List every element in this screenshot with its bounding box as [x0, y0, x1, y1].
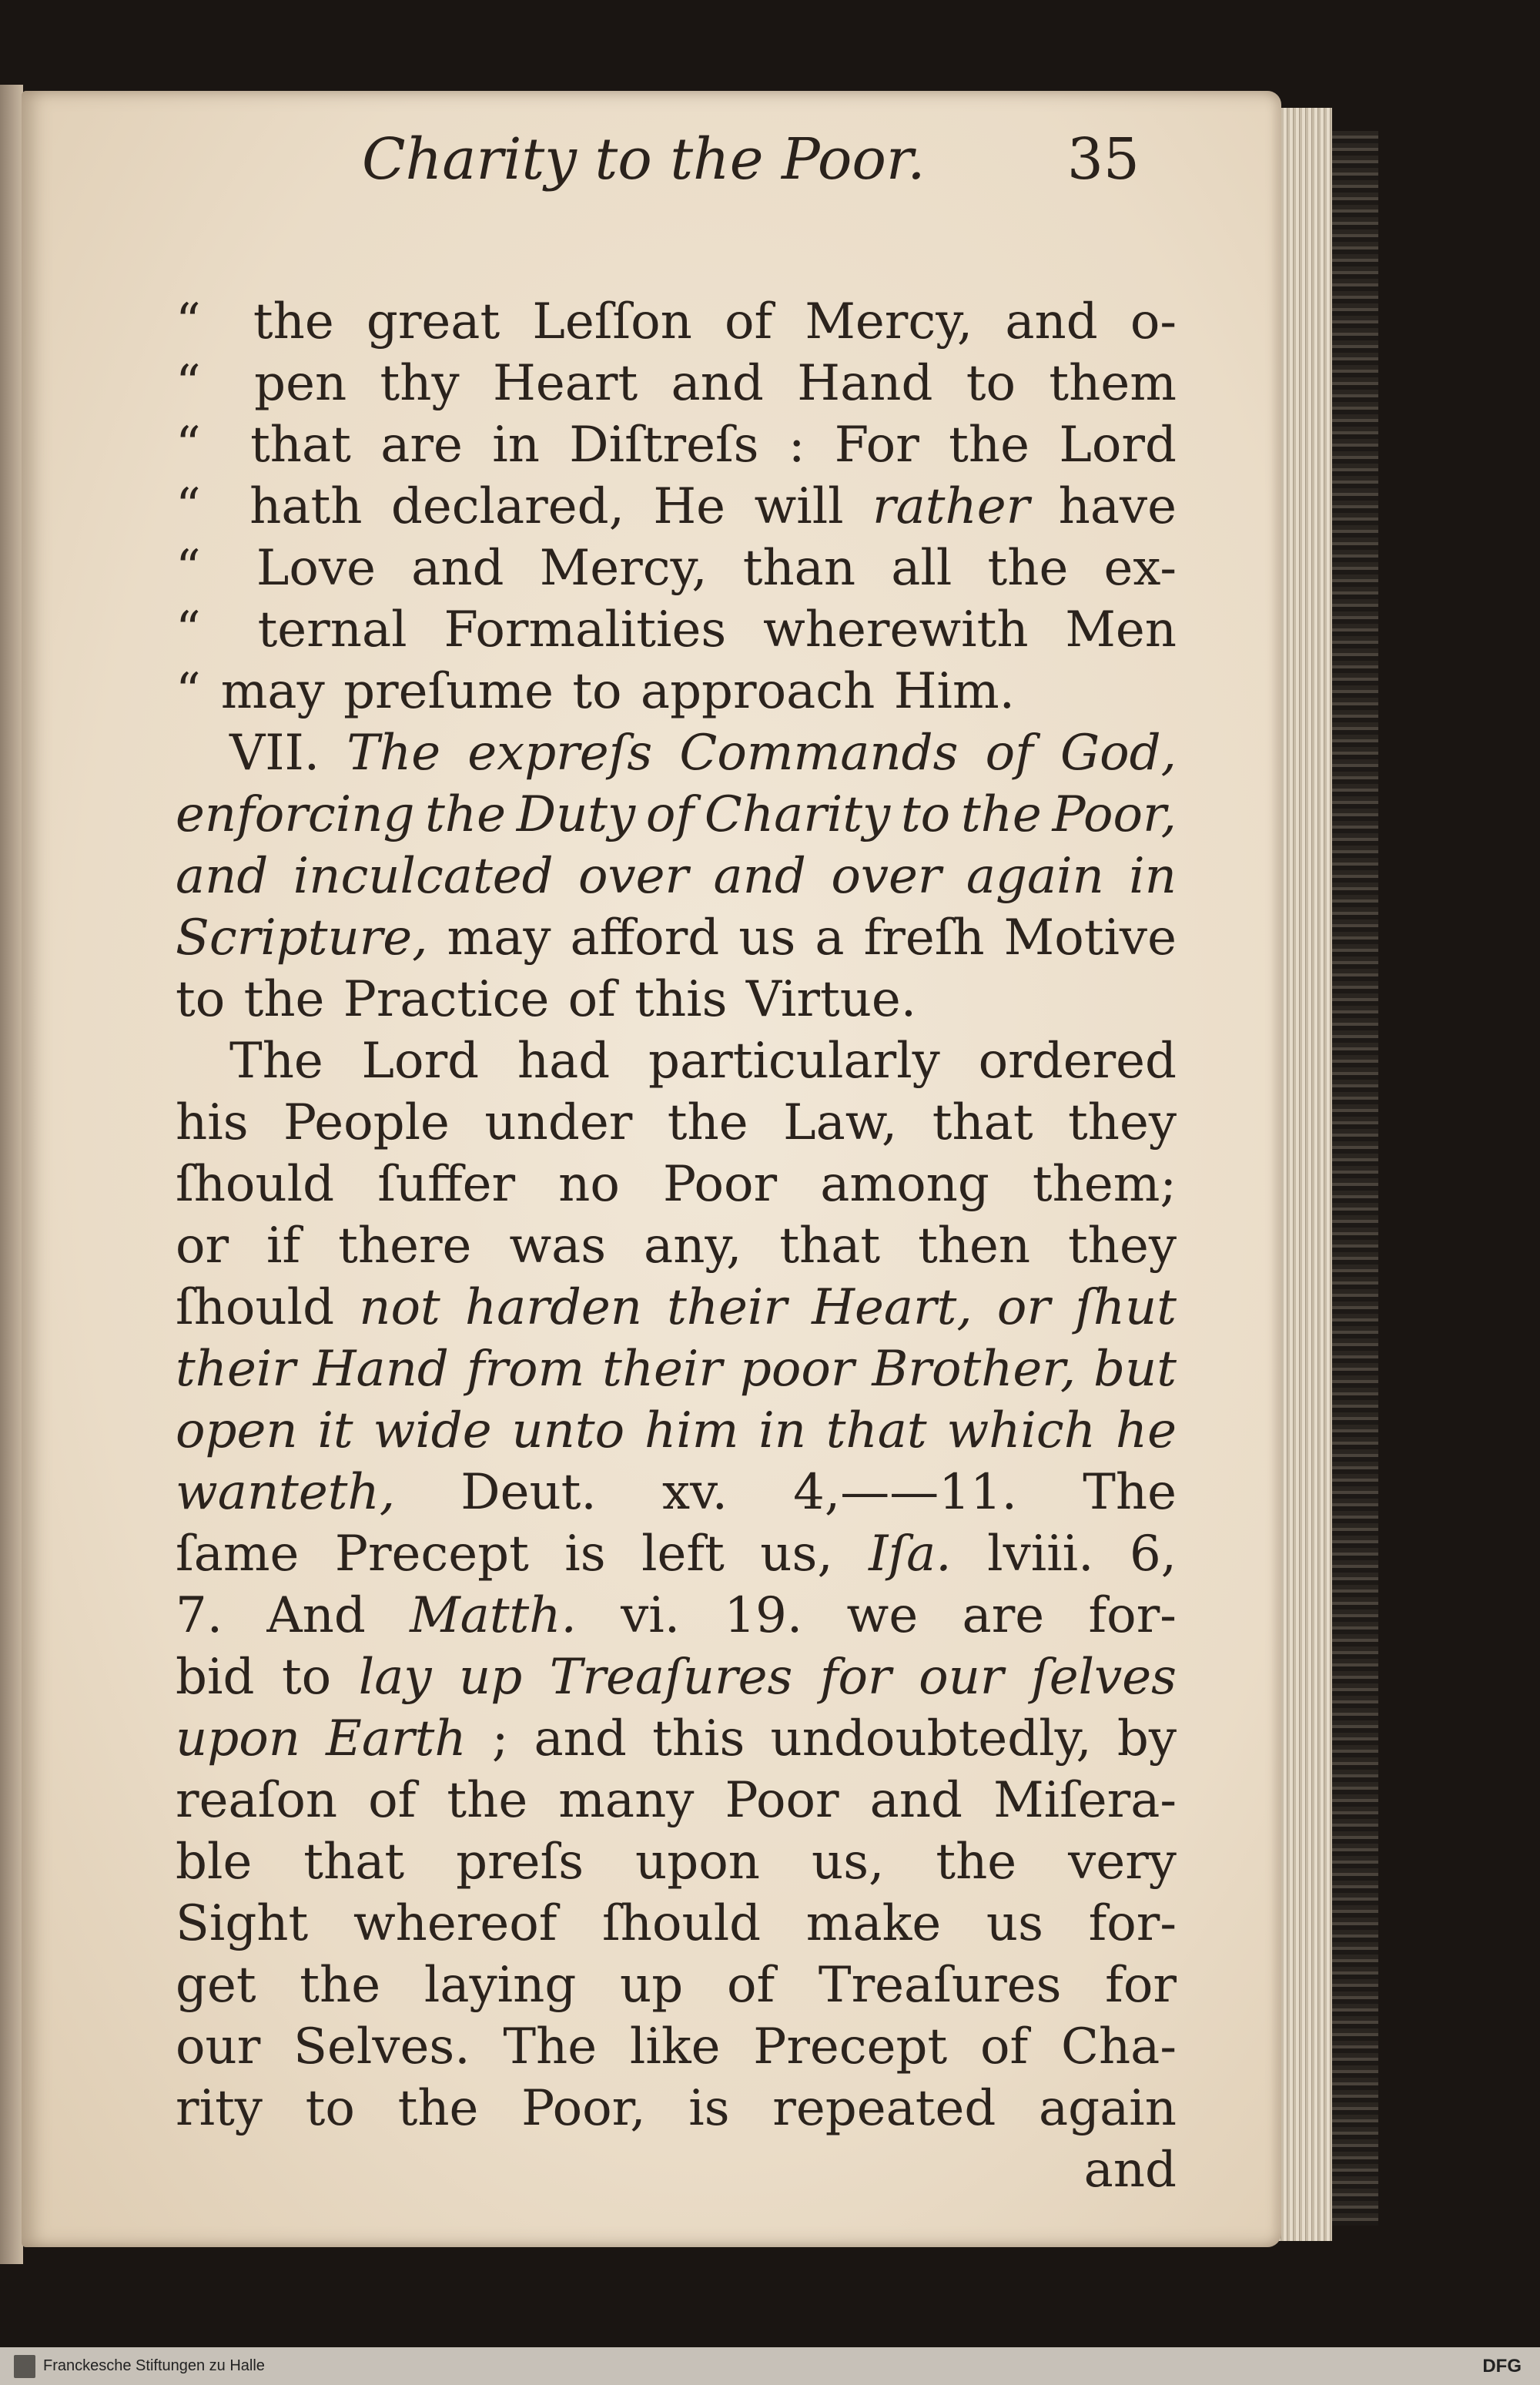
word: of [979, 2018, 1029, 2075]
text-line [176, 1338, 1177, 1400]
word: Charity [704, 786, 891, 843]
word: the [960, 786, 1042, 843]
word: or [996, 1279, 1050, 1336]
word: Treaſures [818, 1957, 1062, 2014]
word: ; [491, 1710, 509, 1767]
word: his [176, 1094, 249, 1151]
word: open [176, 1402, 298, 1459]
word: 19. [724, 1587, 803, 1644]
word: for [1105, 1957, 1177, 2014]
word: God, [1060, 725, 1177, 782]
word: in [758, 1402, 806, 1459]
text-segment: to the Practice of this Virtue. [176, 971, 917, 1028]
word: upon [635, 1834, 760, 1891]
word: Law, [783, 1094, 898, 1151]
word: unto [511, 1402, 625, 1459]
word: of [368, 1772, 417, 1829]
text-line [176, 538, 1177, 599]
footer-institution: Franckesche Stiftungen zu Halle [43, 2357, 265, 2374]
word: Leſſon [532, 293, 692, 350]
word: preſs [456, 1834, 584, 1891]
text-line [176, 353, 1177, 414]
word: by [1116, 1710, 1177, 1767]
text-line [176, 414, 1177, 476]
word: Iſa. [869, 1526, 952, 1583]
word: Commands [679, 725, 959, 782]
word: And [266, 1587, 366, 1644]
word: upon [176, 1710, 300, 1767]
word: Poor [663, 1156, 778, 1213]
word: 4,——11. [793, 1464, 1017, 1521]
word: ſhould [176, 1156, 335, 1213]
word: is [688, 2080, 730, 2137]
word: afford [570, 909, 720, 966]
word: Duty [516, 786, 636, 843]
word: and [1005, 293, 1098, 350]
word: Love [256, 540, 376, 597]
text-line [176, 1277, 1177, 1338]
word: in [492, 417, 540, 474]
word: ſame [176, 1526, 300, 1583]
body-text [176, 291, 1177, 2201]
word: for- [1088, 1587, 1177, 1644]
quote-mark: “ [176, 355, 201, 412]
quote-mark: “ [176, 601, 201, 658]
word: He [653, 478, 726, 535]
word: ternal [257, 601, 407, 658]
word: the [667, 1094, 748, 1151]
word: ſuffer [377, 1156, 516, 1213]
word: under [484, 1094, 633, 1151]
word: VII. [229, 725, 320, 782]
word: Precept [334, 1526, 529, 1583]
word: for [819, 1649, 892, 1706]
word: Diſtreſs [569, 417, 759, 474]
word: Mercy, [805, 293, 973, 350]
word: up [620, 1957, 684, 2014]
word: then [918, 1218, 1031, 1275]
word: again [1039, 2080, 1177, 2137]
text-line [176, 599, 1177, 661]
word: thy [380, 355, 460, 412]
word: Deut. [460, 1464, 597, 1521]
word: left [641, 1526, 725, 1583]
word: ſelves [1031, 1649, 1177, 1706]
text-line [176, 722, 1177, 784]
word: of [726, 1957, 775, 2014]
word: to [281, 1649, 332, 1706]
text-line [176, 1831, 1177, 1893]
word: if [266, 1218, 301, 1275]
word: in [1129, 848, 1177, 905]
word: than [742, 540, 856, 597]
word: a [815, 909, 845, 966]
text-line [176, 2078, 1177, 2139]
word: wide [373, 1402, 492, 1459]
text-line [176, 907, 1177, 969]
word: that [932, 1094, 1033, 1151]
text-line [176, 2016, 1177, 2078]
word: People [283, 1094, 450, 1151]
word: Lord [1059, 417, 1177, 474]
word: Hand [797, 355, 933, 412]
quote-mark: “ [176, 663, 201, 720]
word: Heart [493, 355, 638, 412]
word: Selves. [293, 2018, 470, 2075]
word: the [253, 293, 334, 350]
word: and [176, 848, 269, 905]
word: our [176, 2018, 261, 2075]
word: and [713, 848, 806, 905]
word: Heart, [812, 1279, 973, 1336]
text-line [176, 1092, 1177, 1154]
word: rather [872, 478, 1030, 535]
footer-bar [0, 2347, 1540, 2385]
word: any, [644, 1218, 742, 1275]
word: from [466, 1341, 585, 1398]
page-header [339, 116, 1155, 200]
word: our [919, 1649, 1004, 1706]
word: over [578, 848, 689, 905]
word: 7. [176, 1587, 223, 1644]
word: us, [760, 1526, 833, 1583]
word: not [359, 1279, 440, 1336]
text-line [176, 1708, 1177, 1770]
word: xv. [661, 1464, 728, 1521]
word: Scripture, [176, 909, 428, 966]
word: Mercy, [539, 540, 708, 597]
word: was [509, 1218, 607, 1275]
page-number: 35 [1066, 126, 1140, 193]
text-line [176, 1215, 1177, 1277]
word: The [503, 2018, 598, 2075]
quote-mark: “ [176, 417, 201, 474]
word: up [459, 1649, 523, 1706]
text-line [176, 1646, 1177, 1708]
word: undoubtedly, [770, 1710, 1092, 1767]
word: the [447, 1772, 528, 1829]
word: their [176, 1341, 296, 1398]
word: the [425, 786, 506, 843]
word: declared, [390, 478, 624, 535]
word: or [176, 1218, 229, 1275]
word: are [380, 417, 463, 474]
word: Formalities [444, 601, 727, 658]
word: we [846, 1587, 919, 1644]
word: The [1083, 1464, 1177, 1521]
word: over [831, 848, 942, 905]
text-line [176, 1585, 1177, 1646]
word: that [825, 1402, 927, 1459]
running-title: Charity to the Poor. [362, 126, 926, 193]
word: great [366, 293, 500, 350]
word: it [317, 1402, 353, 1459]
word: The [346, 725, 441, 782]
quote-mark: “ [176, 478, 201, 535]
word: o- [1130, 293, 1177, 350]
word: Sight [176, 1895, 309, 1952]
word: they [1068, 1094, 1177, 1151]
text-line [176, 1030, 1177, 1092]
word: Poor, [521, 2080, 646, 2137]
word: very [1068, 1834, 1177, 1891]
word: Hand [313, 1341, 449, 1398]
word: all [891, 540, 952, 597]
word: again [966, 848, 1104, 905]
word: may [447, 909, 551, 966]
text-line [176, 1893, 1177, 1955]
left-page-edge [0, 85, 23, 2264]
word: freſh [863, 909, 985, 966]
word: laying [424, 1957, 577, 2014]
word: wanteth, [176, 1464, 396, 1521]
word: which [946, 1402, 1096, 1459]
word: to [305, 2080, 355, 2137]
quote-mark: “ [176, 540, 201, 597]
word: this [652, 1710, 745, 1767]
word: that [303, 1834, 405, 1891]
word: us, [811, 1834, 885, 1891]
word: ex- [1103, 540, 1177, 597]
word: that [250, 417, 351, 474]
word: us [738, 909, 796, 966]
word: enforcing [176, 786, 415, 843]
word: For [834, 417, 919, 474]
word: and [869, 1772, 963, 1829]
word: repeated [772, 2080, 996, 2137]
word: Treaſures [549, 1649, 793, 1706]
word: pen [254, 355, 347, 412]
word: Poor, [1052, 786, 1177, 843]
word: to [966, 355, 1016, 412]
text-line [176, 1523, 1177, 1585]
word: of [985, 725, 1033, 782]
word: poor [739, 1341, 855, 1398]
catchword [176, 2139, 1177, 2201]
word: harden [464, 1279, 642, 1336]
word: ſhould [176, 1279, 335, 1336]
word: inculcated [293, 848, 554, 905]
word: him [644, 1402, 739, 1459]
text-line [176, 661, 1177, 722]
text-line [176, 1955, 1177, 2016]
word: Earth [326, 1710, 467, 1767]
word: to [900, 786, 951, 843]
word: are [962, 1587, 1045, 1644]
word: they [1068, 1218, 1177, 1275]
book-spine-edge [1332, 131, 1378, 2226]
word: lay [358, 1649, 432, 1706]
word: no [558, 1156, 620, 1213]
word: like [629, 2018, 721, 2075]
word: Lord [361, 1033, 480, 1090]
word: whereof [353, 1895, 557, 1952]
word: ſhould [602, 1895, 762, 1952]
word: Miſera- [993, 1772, 1177, 1829]
word: many [558, 1772, 695, 1829]
word: bid [176, 1649, 255, 1706]
text-line [176, 476, 1177, 538]
word: of [645, 786, 695, 843]
word: wherewith [763, 601, 1029, 658]
footer-dfg-logo: DFG [1482, 2356, 1522, 2377]
word: hath [249, 478, 363, 535]
word: Cha- [1060, 2018, 1177, 2075]
word: them [1049, 355, 1177, 412]
word: Brother, [872, 1341, 1076, 1398]
word: make [805, 1895, 942, 1952]
word: rity [176, 2080, 263, 2137]
word: ordered [978, 1033, 1177, 1090]
text-line [176, 846, 1177, 907]
word: the [300, 1957, 381, 2014]
word: and [411, 540, 504, 597]
word: expreſs [467, 725, 653, 782]
word: he [1115, 1402, 1177, 1459]
word: there [338, 1218, 472, 1275]
word: Men [1065, 601, 1177, 658]
word: and [534, 1710, 627, 1767]
word: but [1093, 1341, 1177, 1398]
text-line [176, 1770, 1177, 1831]
word: Poor [725, 1772, 839, 1829]
text-line [176, 1400, 1177, 1462]
word: reaſon [176, 1772, 338, 1829]
word: and [671, 355, 764, 412]
word: their [667, 1279, 787, 1336]
word: get [176, 1957, 256, 2014]
quote-mark: “ [176, 293, 201, 350]
text-segment: may preſume to approach Him. [220, 663, 1015, 720]
text-segment: and [1083, 2142, 1177, 2199]
word: among [820, 1156, 989, 1213]
word: for- [1088, 1895, 1177, 1952]
word: ſhut [1075, 1279, 1177, 1336]
word: the [936, 1834, 1017, 1891]
word: Precept [753, 2018, 948, 2075]
word: the [987, 540, 1069, 597]
institution-logo-icon [14, 2355, 35, 2378]
word: of [724, 293, 773, 350]
word: had [517, 1033, 611, 1090]
word: have [1058, 478, 1177, 535]
text-line [176, 969, 1177, 1030]
word: their [602, 1341, 722, 1398]
text-line [176, 784, 1177, 846]
word: lviii. [987, 1526, 1094, 1583]
word: The [229, 1033, 323, 1090]
word: 6, [1129, 1526, 1177, 1583]
word: that [779, 1218, 881, 1275]
word: ble [176, 1834, 253, 1891]
text-line [176, 1154, 1177, 1215]
word: : [788, 417, 805, 474]
word: the [949, 417, 1029, 474]
word: the [397, 2080, 479, 2137]
text-line [176, 1462, 1177, 1523]
word: Matth. [410, 1587, 577, 1644]
word: them; [1032, 1156, 1177, 1213]
word: Motive [1003, 909, 1177, 966]
text-line [176, 291, 1177, 353]
word: vi. [621, 1587, 681, 1644]
word: particularly [648, 1033, 940, 1090]
word: us [986, 1895, 1043, 1952]
word: will [754, 478, 844, 535]
word: is [564, 1526, 606, 1583]
